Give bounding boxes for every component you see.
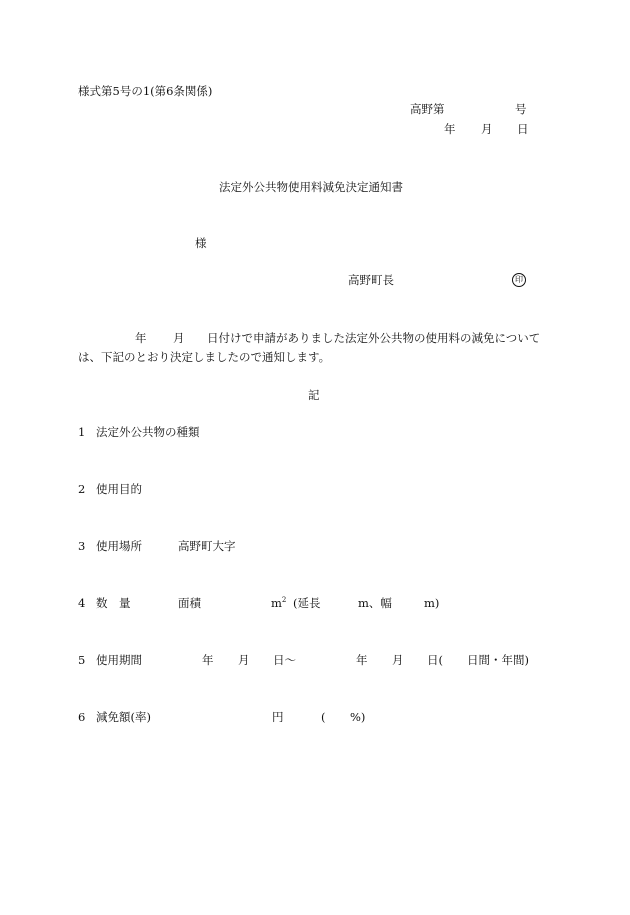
item5-year2: 年 <box>356 653 368 667</box>
item5-day-from: 日～ <box>273 653 296 667</box>
page-title: 法定外公共物使用料減免決定通知書 <box>219 180 403 194</box>
body-year: 年 <box>135 331 147 345</box>
body-text-line2: は、下記のとおり決定しましたので通知します。 <box>78 350 331 364</box>
doc-number-prefix: 高野第 <box>410 102 445 116</box>
item6-num: 6 <box>78 710 86 724</box>
addressee-suffix: 様 <box>195 236 207 250</box>
item5-day2: 日( <box>427 653 443 667</box>
item5-label: 使用期間 <box>96 653 142 667</box>
item6-open: ( <box>321 710 326 724</box>
seal-mark: 印 <box>512 273 526 287</box>
item4-length: (延長 <box>293 596 321 610</box>
body-text-line1: 日付けで申請がありました法定外公共物の使用料の減免について <box>207 331 541 345</box>
body-month: 月 <box>173 331 185 345</box>
date-month: 月 <box>481 122 493 136</box>
item3-label: 使用場所 <box>96 539 142 553</box>
issuer-name: 高野町長 <box>348 273 394 287</box>
ki-heading: 記 <box>308 388 320 402</box>
item1-num: 1 <box>78 425 86 439</box>
item5-month2: 月 <box>392 653 404 667</box>
item3-value: 高野町大字 <box>178 539 236 553</box>
item6-yen: 円 <box>272 710 284 724</box>
item4-label: 数 量 <box>96 596 131 610</box>
item2-label: 使用目的 <box>96 482 142 496</box>
item4-unit: $m^2$ <box>271 596 287 610</box>
item5-year: 年 <box>202 653 214 667</box>
item2-num: 2 <box>78 482 86 496</box>
date-year: 年 <box>444 122 456 136</box>
doc-number-suffix: 号 <box>515 102 527 116</box>
item5-period: 日間・年間) <box>467 653 529 667</box>
item3-num: 3 <box>78 539 86 553</box>
item4-unit-sup: 2 <box>281 596 287 604</box>
item4-m-width: m、幅 <box>358 596 392 610</box>
item6-pct: %) <box>350 710 366 724</box>
item5-num: 5 <box>78 653 86 667</box>
item4-close: m) <box>424 596 440 610</box>
item5-month: 月 <box>238 653 250 667</box>
item1-label: 法定外公共物の種類 <box>96 425 200 439</box>
item6-label: 減免額(率) <box>96 710 151 724</box>
date-day: 日 <box>517 122 529 136</box>
item4-area-label: 面積 <box>178 596 201 610</box>
form-number: 様式第5号の1(第6条関係) <box>78 84 213 98</box>
item4-num: 4 <box>78 596 86 610</box>
